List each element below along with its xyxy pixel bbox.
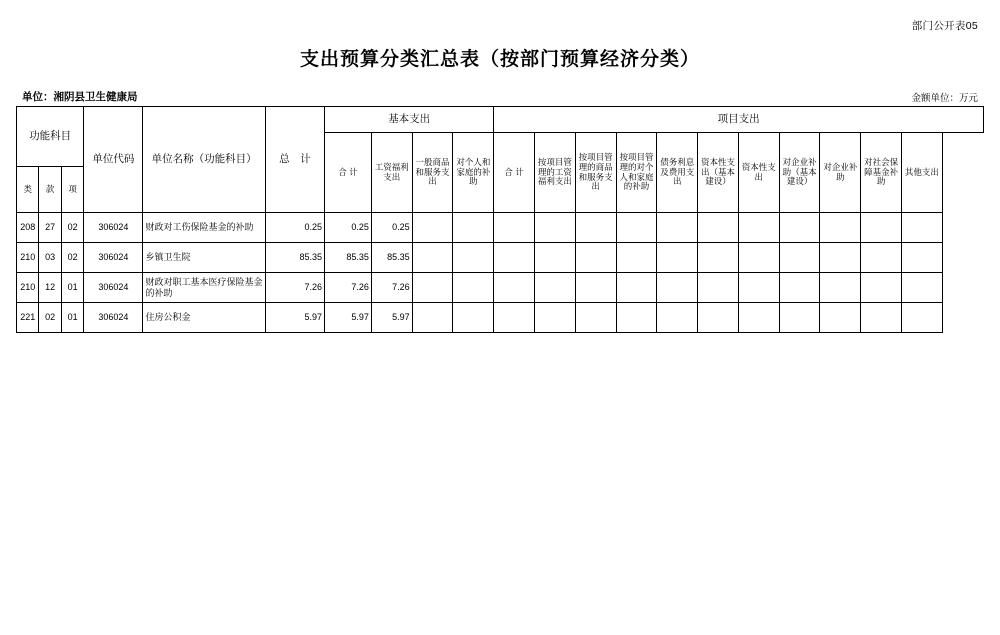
cell-project-enterprise — [820, 213, 861, 243]
cell-basic-goods — [412, 243, 453, 273]
cell-lei: 221 — [17, 303, 39, 333]
amount-unit-label: 金额单位：万元 — [911, 93, 978, 104]
cell-project-enterprise — [820, 273, 861, 303]
header-basic-expenditure: 基本支出 — [324, 107, 493, 133]
cell-code: 306024 — [84, 273, 143, 303]
header-project-expenditure: 项目支出 — [494, 107, 984, 133]
cell-code: 306024 — [84, 243, 143, 273]
cell-project-social-security — [861, 273, 902, 303]
cell-project-other — [902, 243, 943, 273]
cell-project-person — [616, 243, 657, 273]
cell-project-person — [616, 303, 657, 333]
cell-project-debt — [657, 243, 698, 273]
cell-project-salary — [535, 273, 576, 303]
cell-project-enterprise — [820, 303, 861, 333]
cell-project-capital — [738, 243, 779, 273]
header-project-capital: 资本性支出 — [738, 133, 779, 213]
cell-kuan: 03 — [39, 243, 61, 273]
header-basic-sum: 合 计 — [324, 133, 371, 213]
cell-project-person — [616, 273, 657, 303]
cell-project-enterprise — [820, 243, 861, 273]
cell-basic-person — [453, 243, 494, 273]
cell-project-social-security — [861, 243, 902, 273]
cell-code: 306024 — [84, 213, 143, 243]
cell-project-other — [902, 273, 943, 303]
header-function-subject: 功能科目 — [17, 107, 84, 167]
table-header — [17, 107, 984, 213]
header-project-debt: 债务利息及费用支出 — [657, 133, 698, 213]
header-project-sum: 合 计 — [494, 133, 535, 213]
cell-project-capital-construction — [698, 303, 739, 333]
header-project-other: 其他支出 — [902, 133, 943, 213]
cell-project-debt — [657, 213, 698, 243]
cell-name: 财政对工伤保险基金的补助 — [143, 213, 265, 243]
cell-basic-person — [453, 213, 494, 243]
header-project-goods: 按项目管理的商品和服务支出 — [575, 133, 616, 213]
cell-project-other — [902, 303, 943, 333]
header-project-social-security: 对社会保障基金补助 — [861, 133, 902, 213]
cell-basic-salary: 85.35 — [371, 243, 412, 273]
table-row — [17, 273, 984, 303]
cell-basic-goods — [412, 273, 453, 303]
header-unit-code: 单位代码 — [84, 107, 143, 213]
cell-project-goods — [575, 213, 616, 243]
cell-project-goods — [575, 303, 616, 333]
cell-project-debt — [657, 273, 698, 303]
cell-basic-salary: 5.97 — [371, 303, 412, 333]
cell-basic-sum: 7.26 — [324, 273, 371, 303]
header-project-salary: 按项目管理的工资福利支出 — [535, 133, 576, 213]
cell-total: 7.26 — [265, 273, 324, 303]
cell-lei: 210 — [17, 273, 39, 303]
cell-project-goods — [575, 243, 616, 273]
header-xiang: 项 — [61, 167, 83, 213]
cell-basic-salary: 7.26 — [371, 273, 412, 303]
cell-xiang: 02 — [61, 243, 83, 273]
table-row — [17, 303, 984, 333]
cell-basic-person — [453, 273, 494, 303]
cell-project-capital — [738, 213, 779, 243]
cell-project-sum — [494, 213, 535, 243]
cell-project-salary — [535, 243, 576, 273]
unit-label: 单位：湘阴县卫生健康局 — [22, 91, 138, 103]
header-lei: 类 — [17, 167, 39, 213]
header-unit-name: 单位名称（功能科目） — [143, 107, 265, 213]
cell-xiang: 01 — [61, 303, 83, 333]
cell-xiang: 02 — [61, 213, 83, 243]
header-basic-person: 对个人和家庭的补助 — [453, 133, 494, 213]
cell-project-goods — [575, 273, 616, 303]
header-basic-salary: 工资福利支出 — [371, 133, 412, 213]
cell-lei: 210 — [17, 243, 39, 273]
cell-lei: 208 — [17, 213, 39, 243]
cell-project-capital-construction — [698, 273, 739, 303]
cell-project-other — [902, 213, 943, 243]
header-project-enterprise: 对企业补助 — [820, 133, 861, 213]
header-basic-goods: 一般商品和服务支出 — [412, 133, 453, 213]
cell-name: 住房公积金 — [143, 303, 265, 333]
cell-basic-goods — [412, 303, 453, 333]
cell-total: 5.97 — [265, 303, 324, 333]
header-total: 总 计 — [265, 107, 324, 213]
cell-project-salary — [535, 303, 576, 333]
cell-project-sum — [494, 303, 535, 333]
cell-project-person — [616, 213, 657, 243]
cell-total: 85.35 — [265, 243, 324, 273]
cell-project-enterprise-construction — [779, 303, 820, 333]
cell-project-capital-construction — [698, 213, 739, 243]
cell-name: 乡镇卫生院 — [143, 243, 265, 273]
cell-project-salary — [535, 213, 576, 243]
cell-project-capital — [738, 273, 779, 303]
cell-basic-salary: 0.25 — [371, 213, 412, 243]
budget-table-container — [16, 106, 984, 333]
cell-basic-sum: 85.35 — [324, 243, 371, 273]
form-code-label: 部门公开表05 — [911, 20, 978, 32]
cell-basic-goods — [412, 213, 453, 243]
cell-project-debt — [657, 303, 698, 333]
budget-table — [16, 106, 984, 333]
cell-kuan: 12 — [39, 273, 61, 303]
cell-project-enterprise-construction — [779, 213, 820, 243]
cell-xiang: 01 — [61, 273, 83, 303]
cell-project-enterprise-construction — [779, 243, 820, 273]
cell-basic-person — [453, 303, 494, 333]
header-project-capital-construction: 资本性支出（基本建设） — [698, 133, 739, 213]
cell-code: 306024 — [84, 303, 143, 333]
cell-project-social-security — [861, 213, 902, 243]
cell-kuan: 27 — [39, 213, 61, 243]
table-row — [17, 213, 984, 243]
cell-total: 0.25 — [265, 213, 324, 243]
cell-project-sum — [494, 243, 535, 273]
cell-name: 财政对职工基本医疗保险基金的补助 — [143, 273, 265, 303]
cell-kuan: 02 — [39, 303, 61, 333]
page-title: 支出预算分类汇总表（按部门预算经济分类） — [299, 49, 700, 70]
header-kuan: 款 — [39, 167, 61, 213]
table-row — [17, 243, 984, 273]
cell-basic-sum: 0.25 — [324, 213, 371, 243]
cell-project-enterprise-construction — [779, 273, 820, 303]
cell-project-capital — [738, 303, 779, 333]
cell-basic-sum: 5.97 — [324, 303, 371, 333]
header-project-enterprise-construction: 对企业补助（基本建设） — [779, 133, 820, 213]
header-project-person: 按项目管理的对个人和家庭的补助 — [616, 133, 657, 213]
cell-project-social-security — [861, 303, 902, 333]
cell-project-capital-construction — [698, 243, 739, 273]
cell-project-sum — [494, 273, 535, 303]
table-body — [17, 213, 984, 333]
